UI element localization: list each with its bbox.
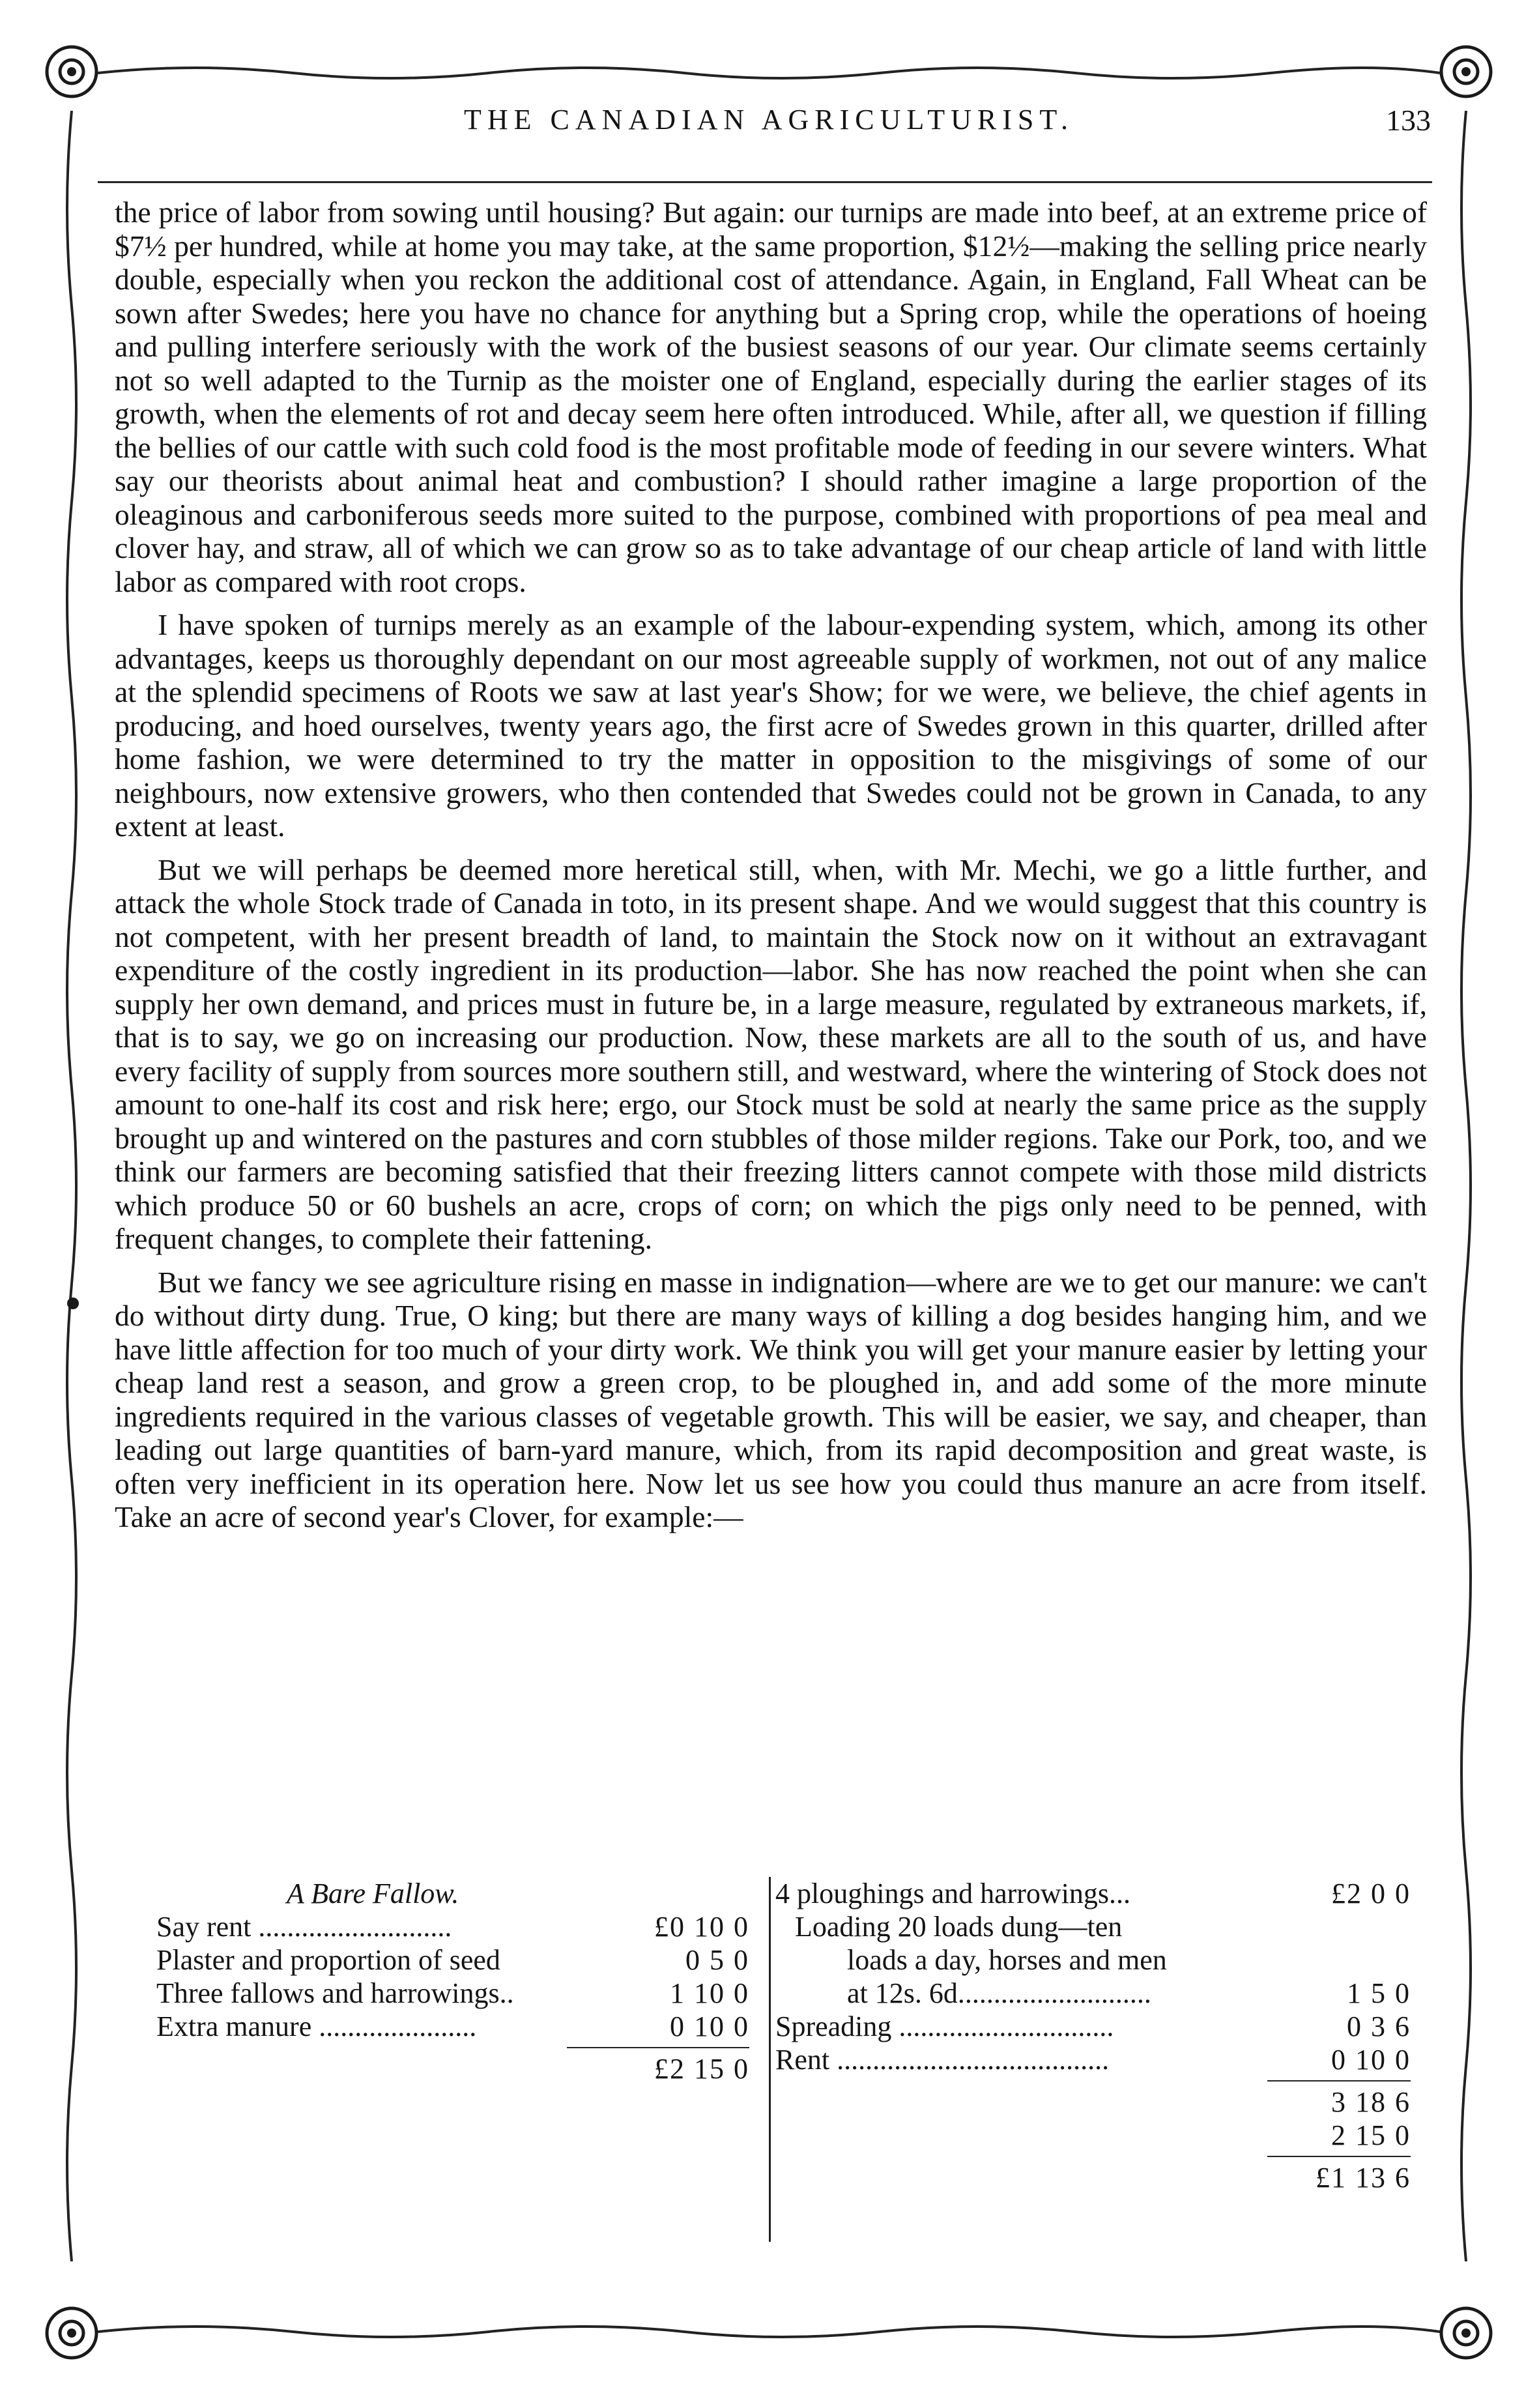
page-header bbox=[98, 103, 1440, 149]
row-label: Three fallows and harrowings.. bbox=[156, 1977, 514, 2009]
paragraph: But we fancy we see agriculture rising en masse in indignation—where are we to get our manure: we can't do without dirty dung. True, O king; but there are many ways of killing a dog besides hanging him, and we have little affection for too much of your dirty work. We think you will get your manure easier by letting your cheap land rest a season, and grow a green crop, to be ploughed in, and add some of the more minute ingredients required in the various classes of vegetable growth. This will be easier, we say, and cheaper, than leading out large quantities of barn-yard manure, which, from its rapid decomposition and great waste, is often very inefficient in its operation here. Now let us see how you could thus manure an acre from itself. Take an acre of second year's Clover, for example:— bbox=[115, 1265, 1427, 1533]
row-amount: 0 10 0 bbox=[1331, 2044, 1411, 2076]
account-row bbox=[775, 1943, 1427, 1977]
account-total: £1 13 6 bbox=[1316, 2162, 1411, 2194]
bare-fallow-account bbox=[117, 1877, 756, 2085]
account-row bbox=[117, 1910, 756, 1943]
account-deduct: 2 15 0 bbox=[1331, 2119, 1411, 2151]
paragraph: the price of labor from sowing until housing? But again: our turnips are made into beef, at an extreme price of $7½ per hundred, while at home you may take, at the same proportion, $12½—making the selling price nearly double, especially when you reckon the additional cost of attendance. Again, in England, Fall Wheat can be sown after Swedes; here you have no chance for anything but a Spring crop, while the operations of hoeing and pulling interfere seriously with the work of the busiest seasons of our year. Our climate seems certainly not so well adapted to the Turnip as the moister one of England, especially during the earlier stages of its growth, when the elements of rot and decay seem here often introduced. While, after all, we question if filling the bellies of our cattle with such cold food is the most profitable mode of feeding in our severe winters. What say our theorists about animal heat and combustion? I should rather imagine a large proportion of the oleaginous and carboniferous seeds more suited to the purpose, combined with proportions of pea meal and clover hay, and straw, all of which we can grow so as to take advantage of our cheap article of land with little labor as compared with root crops. bbox=[115, 196, 1427, 598]
row-label: Loading 20 loads dung—ten bbox=[795, 1911, 1123, 1943]
header-rule bbox=[98, 181, 1432, 183]
row-amount: £2 0 0 bbox=[1331, 1878, 1411, 1909]
row-label: 4 ploughings and harrowings... bbox=[775, 1878, 1131, 1909]
account-row bbox=[775, 1977, 1427, 2010]
row-amount: 1 5 0 bbox=[1347, 1977, 1411, 2009]
account-title: A Bare Fallow. bbox=[287, 1878, 459, 1909]
paragraph: I have spoken of turnips merely as an example of the labour-expending system, which, among its other advantages, keeps us thoroughly dependant on our most agreeable supply of workmen, not out of any malice at the splendid specimens of Roots we saw at last year's Show; for we were, we believe, the chief agents in producing, and hoed ourselves, twenty years ago, the first acre of Swedes grown in this quarter, drilled after home fashion, we were determined to try the matter in opposition to the misgivings of some of our neighbours, now extensive growers, who then contended that Swedes could not be grown in Canada, to any extent at least. bbox=[115, 608, 1427, 843]
green-manure-account bbox=[775, 1877, 1427, 2194]
account-subtotal-row bbox=[775, 2085, 1427, 2119]
sum-rule bbox=[1267, 2080, 1411, 2082]
row-amount: £0 10 0 bbox=[654, 1911, 749, 1943]
row-label: Rent ...................................... bbox=[775, 2044, 1110, 2076]
row-label: at 12s. 6d........................... bbox=[847, 1977, 1151, 2009]
account-row bbox=[117, 1977, 756, 2010]
row-label: Plaster and proportion of seed bbox=[156, 1944, 500, 1976]
column-divider bbox=[769, 1877, 771, 2242]
account-row bbox=[775, 1877, 1427, 1910]
row-label: loads a day, horses and men bbox=[847, 1944, 1167, 1976]
row-label: Extra manure ...................... bbox=[156, 2010, 477, 2042]
row-amount: 0 5 0 bbox=[685, 1944, 749, 1976]
account-total-row bbox=[117, 2052, 756, 2085]
row-label: Spreading .............................. bbox=[775, 2010, 1114, 2042]
page-number: 133 bbox=[1386, 104, 1431, 137]
article-body bbox=[115, 196, 1427, 1544]
paragraph: But we will perhaps be deemed more heretical still, when, with Mr. Mechi, we go a little further, and attack the whole Stock trade of Canada in toto, in its present shape. And we would suggest that this country is not competent, with her present breadth of land, to maintain the Stock now on it without an extravagant expenditure of the costly ingredient in its production—labor. She has now reached the point when she can supply her own demand, and prices must in future be, in a large measure, regulated by extraneous markets, if, that is to say, we go on increasing our production. Now, these markets are all to the south of us, and have every facility of supply from sources more southern still, and westward, where the wintering of Stock does not amount to one-half its cost and risk here; ergo, our Stock must be sold at nearly the same price as the supply brought up and wintered on the pastures and corn stubbles of those milder regions. Take our Pork, too, and we think our farmers are becoming satisfied that their freezing litters cannot compete with those mild districts which produce 50 or 60 bushels an acre, crops of corn; on which the pigs only need to be penned, with frequent changes, to complete their fattening. bbox=[115, 852, 1427, 1255]
running-title: THE CANADIAN AGRICULTURIST. bbox=[464, 104, 1074, 136]
row-label: Say rent ........................... bbox=[156, 1911, 452, 1943]
sum-rule bbox=[1267, 2156, 1411, 2157]
cost-accounts bbox=[117, 1877, 1427, 2242]
account-row bbox=[117, 2010, 756, 2043]
account-total: £2 15 0 bbox=[654, 2053, 749, 2085]
account-row bbox=[775, 2010, 1427, 2043]
row-amount: 1 10 0 bbox=[670, 1977, 749, 2009]
account-total-row bbox=[775, 2161, 1427, 2194]
row-amount: 0 3 6 bbox=[1347, 2010, 1411, 2042]
account-row bbox=[117, 1943, 756, 1977]
account-row bbox=[775, 1910, 1427, 1943]
account-deduct-row bbox=[775, 2119, 1427, 2152]
account-subtotal: 3 18 6 bbox=[1331, 2086, 1411, 2118]
account-row bbox=[775, 2043, 1427, 2076]
row-amount: 0 10 0 bbox=[670, 2010, 749, 2042]
sum-rule bbox=[567, 2047, 749, 2048]
